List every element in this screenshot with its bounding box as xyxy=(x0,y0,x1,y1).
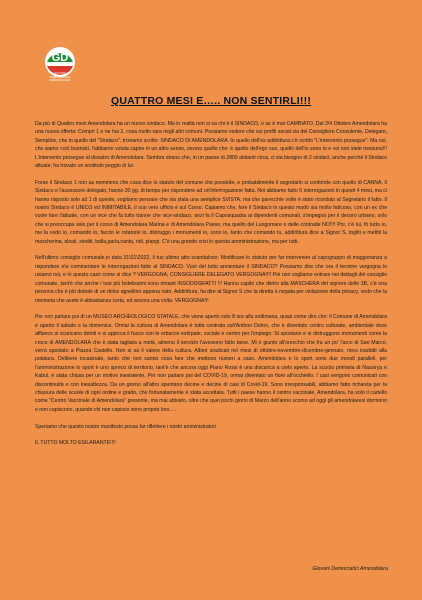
paragraph: Nell'ultimo consiglio comunale,in data 31\01\2022, il tuo ultimo atto scandaloso: Modificare lo statuto per far intervenire al capogruppo di maggioranza a rispondere e\o commentare le interrogazioni fatte al SINDACO. Vuoi del tutto annientare il SINDACO? Possiamo dire che ora il termine vergogna lo usiamo noi, e in questo caso come si dice ? VERGOGNA, CONSIGLIERE DELEGATO VERGOGNA!!!! Poi non vogliamo entrare nei dettagli del consiglio comunale, tant'è che anche i tuoi più fedelissimi sono rimasti INSODDISFATTI !!! Hanno capito che dietro alla MASCHERA del signore delle 3B, c'è una persona che è più debole di un dolce agnellino appena nato. Addirittura, fai dire al Signor S che la diretta è negata per violazione della privacy, vedo che la memoria che avete è abbastanza corta, ed ancora una volta. VERGOGNA!!! xyxy=(35,255,387,304)
logo-caption: GIOVANI DEMOCRATICI AMENDOLARA xyxy=(49,71,71,82)
page-title: QUATTRO MESI E….. NON SENTIRLI!!! xyxy=(110,95,312,107)
paragraph: Forse il Sindaco 1 non sa nemmeno che cosa dice lo statuto del comune che presiede, e probabilmente il segretario si confonde con quello di CANNA. Il Sindaco e l'assessore delegato, hanno 30 gg. di tempo per rispondere ad un'interrogazione fatta. Noi abbiamo fatto 5 interrogazioni in questi 4 mesi, ma ci hanno risposto solo ad 1 di queste, vogliamo pensare che sia stata una semplice SVISTA, ma che parecchie volte è stato ricordato al Segretario il fatto. Il nostro Sindaco è UNICO ed INIMITABILE, il suo vero ufficio è sul Corso. Capiamo che, fare il Sindaco in questo modo sia molto faticoso, con un ex che vuole fare l'attuale, con un vice che fa tutto tranne che vice-sindaco, anzi fa il Caposquadra ai dipendenti comunali, s'impegna per il decoro urbano, solo che si preoccupa solo per il corso di Amendolara Marina e di Amendolara Paese, ma quello del Lungomare o delle contrade NO!!!! Poi, c'è lui, fò tutto io, me la vedo io, comando io, faccio le rotatorie io, distruggo i monumenti io, sono io, tanto che comando tu, addirittura dice a Signor S, togliti e mettiti la mascherina, alzati, siediti, balla,parla,canta, ridi, piangi. C'è una grande crisi in questa amministrazione, ma per tutti. xyxy=(35,179,387,245)
logo-mark: GD xyxy=(51,52,69,64)
manifesto-body xyxy=(35,120,387,456)
paragraph: IL TUTTO MOLTO ESILARANTE!!!! xyxy=(35,440,116,447)
paragraph: Speriamo che questo nostro manifesto possa far riflettere i nostri amministratori xyxy=(35,423,216,430)
paragraph: Per non parlare poi di un MUSEO ARCHEOLOGICO STATALE, che viene aperto solo 8 ore alla settimana, quasi come dire che: il Comune di Amendolara è aperto il sabato e la domenica. Ormai la cultura di Amendolara è tutta centrata sull'Anthon Dohrn, che è diventato centro culturale, ambientale dove affianco si scaricano detriti e si appicca il fuoco con le erbacce estirpate, sociale e centro per l'impiego. Si spostano e si distruggono monumenti come la croce di AMENDOLARA che è stata tagliata a metà, almeno il servizio l'avessero fatto bene. Mi è giunto all'orecchio che fra un po' l'arco di San Marco, verrà spostato a Piazza Castello. Non si sa il valore della cultura. Alberi sradicati nei mesi di ottobre-novembre-dicembre-gennaio, mesi inadatti alla potatura. Delibere incasinate, tanto che non sanno cosa fare che mettono numeri a caso. Amendolara e lo sport sono due mondi paralleli, per l'amministrazione lo sport è uno spreco di territorio, tant'è che ancora oggi Piano Rossi è una discarica a cielo aperto. La scuola primaria di Nassirya e Kabul, è stata chiusa per un motivo inesistente. Per non parlare poi del COVID-19, ormai diventato un fiore all'occhiello. I casi vengono comunicati con discontinuità e con inesattezza. Da un giorno all'altro spuntano decine e decine di casi di Covid-19. Sono irresponsabili, abbiamo fatto richiesta per la chiusura delle scuole di ogni ordine e grado, che fortunatamente è stata accettata. Tutti i paese hanno il centro vaccinale, Amendolara, ha solo il cartello come "Centro Vaccinale di Amendolara" presente, ma mai attivato, oltre che quei pochi giorni di Marzo dell'anno scorso ad oggi gli amendolaresi dormono e non capiscono, quando chi non capisce sono proprio loro…. xyxy=(35,314,387,413)
paragraph: Da più di Quattro mesi Amendolara ha un nuovo sindaco. Ma in realtà non si sa chi è il SINDACO, o se è mai CAMBIATO. Dal 3\4 Ottobre Amendolara ha una nuova offerta: Compri 1 e ne hai 2, cosa molto rara negli altri comuni. Possiamo vedere che sui profili social sia del Consigliere Consulente, Delegato, Semplice, che in quello del "Sindaco", troviamo scritto: SINDACO DI AMENDOLARA. In quello dell'ex addirittura c'è scritto "L'intervento prosegue". Ma noi, che siamo così buonisti, l'abbiamo voluta capire in un altro senso, ovvero quello che: è quello dell'ego suo, quello dell'io sono io e voi non siete nessuno!!! L'intervento prosegue al disastro di Amendolara. Sembra strano che, in un paese di 2800 abitanti circa, ci sia bisogno di 2 sindaci, anche perché il Sindaco attuale, ha trovato un sostituto peggio di lui. xyxy=(35,121,387,170)
signature: Giovani Democratici Amendolara xyxy=(312,566,388,572)
